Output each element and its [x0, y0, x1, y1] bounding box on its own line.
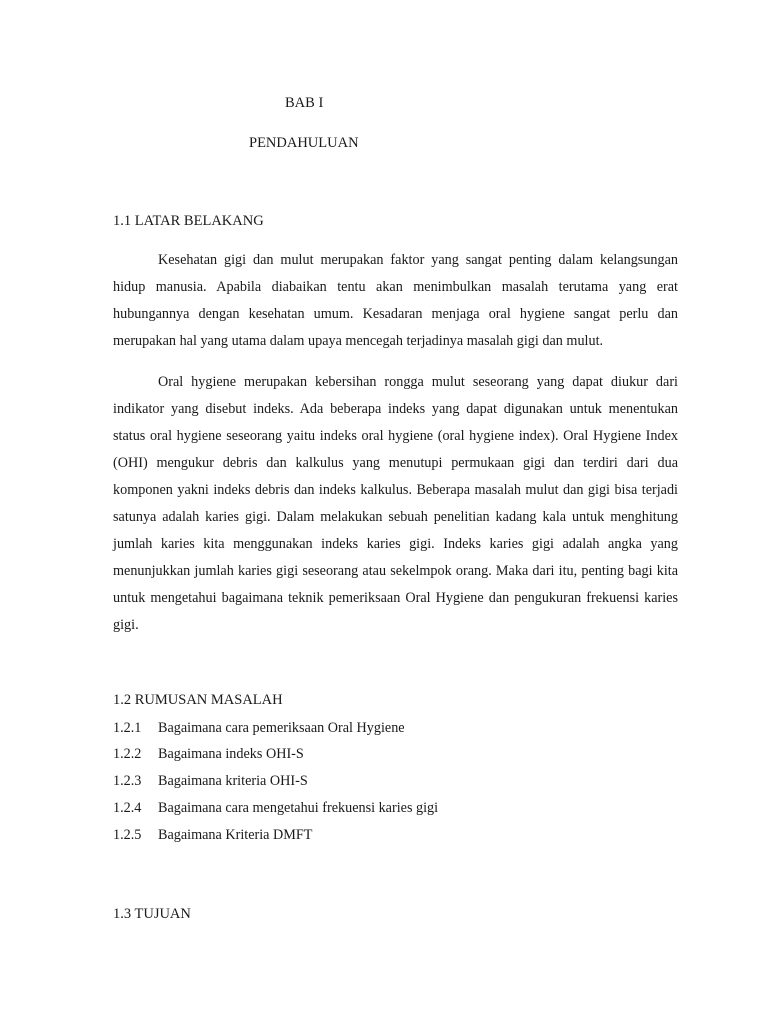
section-heading-tujuan: 1.3 TUJUAN	[113, 906, 191, 922]
section-heading-rumusan-masalah: 1.2 RUMUSAN MASALAH	[113, 692, 283, 708]
chapter-title: PENDAHULUAN	[249, 135, 359, 151]
list-item-number: 1.2.5	[113, 827, 142, 843]
list-item-text: Bagaimana indeks OHI-S	[158, 746, 304, 762]
list-item-text: Bagaimana cara pemeriksaan Oral Hygiene	[158, 720, 405, 736]
chapter-label: BAB I	[285, 95, 324, 111]
paragraph-2: Oral hygiene merupakan kebersihan rongga mulut seseorang yang dapat diukur dari indikator yang disebut indeks. Ada beberapa indeks yang dapat digunakan untuk menentukan status oral hygiene seseorang yaitu indeks oral hygiene (oral hygiene index). Oral Hygiene Index (OHI) mengukur debris dan kalkulus yang menutupi permukaan gigi dan terdiri dari dua komponen yakni indeks debris dan indeks kalkulus. Beberapa masalah mulut dan gigi bisa terjadi satunya adalah karies gigi. Dalam melakukan sebuah penelitian kadang kala untuk menghitung jumlah karies kita menggunakan indeks karies gigi. Indeks karies gigi adalah angka yang menunjukkan jumlah karies gigi seseorang atau sekelmpok orang. Maka dari itu, penting bagi kita untuk mengetahui bagaimana teknik pemeriksaan Oral Hygiene dan pengukuran frekuensi karies gigi.	[113, 374, 678, 633]
paragraph-1: Kesehatan gigi dan mulut merupakan faktor yang sangat penting dalam kelangsungan hidup manusia. Apabila diabaikan tentu akan menimbulkan masalah terutama yang erat hubungannya dengan kesehatan umum. Kesadaran menjaga oral hygiene sangat perlu dan merupakan hal yang utama dalam upaya mencegah terjadinya masalah gigi dan mulut.	[113, 252, 678, 349]
list-item-number: 1.2.4	[113, 800, 142, 816]
list-item-number: 1.2.3	[113, 773, 142, 789]
list-item-text: Bagaimana kriteria OHI-S	[158, 773, 308, 789]
list-item-number: 1.2.1	[113, 720, 142, 736]
list-item-number: 1.2.2	[113, 746, 142, 762]
list-item-text: Bagaimana Kriteria DMFT	[158, 827, 313, 843]
list-item-text: Bagaimana cara mengetahui frekuensi karies gigi	[158, 800, 439, 816]
section-heading-latar-belakang: 1.1 LATAR BELAKANG	[113, 213, 264, 229]
